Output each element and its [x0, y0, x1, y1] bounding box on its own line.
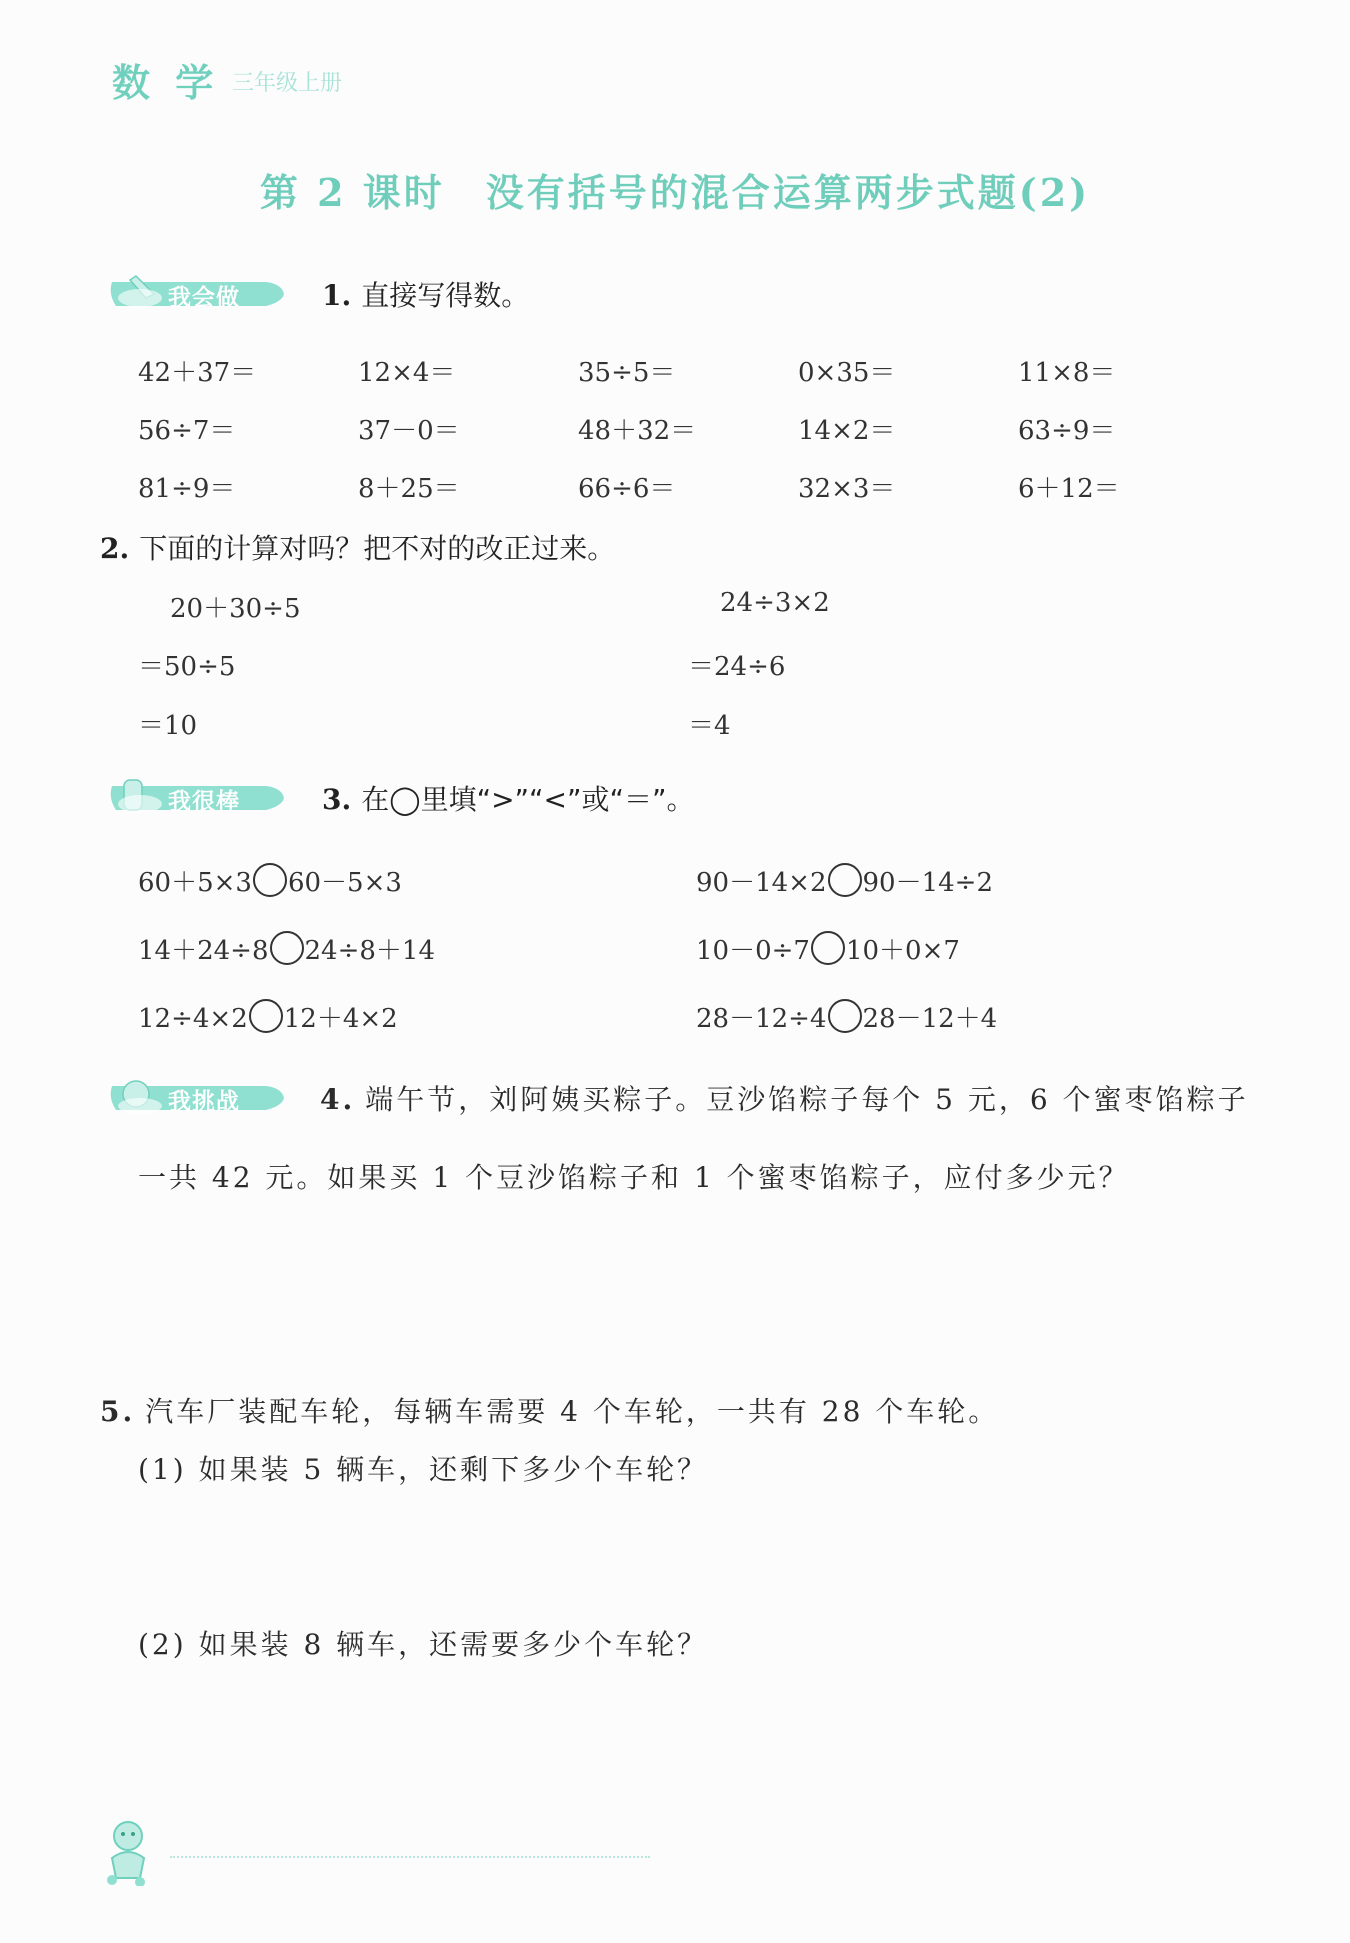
expression: 66÷6＝	[578, 474, 676, 504]
expression: 42＋37＝	[138, 358, 257, 388]
calculation-step: ＝24÷6	[688, 652, 786, 682]
grade-label: 三年级上册	[232, 71, 343, 96]
comparison-item	[138, 862, 402, 899]
left-expression: 90－14×2	[696, 868, 827, 898]
left-expression: 28－12÷4	[696, 1004, 827, 1034]
expression: 81÷9＝	[138, 474, 236, 504]
question-number: 2.	[100, 532, 130, 565]
question-number: 4.	[320, 1083, 356, 1116]
badge-can-do	[106, 272, 284, 316]
expression: 0×35＝	[798, 358, 896, 388]
calculation-step: ＝4	[688, 711, 731, 741]
expression: 6＋12＝	[1018, 474, 1120, 504]
calculation-step: ＝10	[138, 711, 198, 741]
question-5-part-2: (2) 如果装 8 辆车，还需要多少个车轮？	[138, 1628, 709, 1661]
badge-label: 我很棒	[168, 789, 240, 815]
right-expression: 90－14÷2	[862, 868, 993, 898]
question-number: 5.	[100, 1395, 136, 1428]
comparison-item	[696, 998, 997, 1035]
comparison-item	[696, 930, 960, 967]
question-1-heading	[322, 274, 529, 314]
question-text: 端午节，刘阿姨买粽子。豆沙馅粽子每个 5 元，6 个蜜枣馅粽子	[365, 1083, 1249, 1116]
question-text: 汽车厂装配车轮，每辆车需要 4 个车轮，一共有 28 个车轮。	[145, 1395, 1000, 1428]
right-expression: 10＋0×7	[845, 936, 960, 966]
question-text: 在◯里填“>”“<”或“＝”。	[361, 783, 695, 816]
question-3-heading	[322, 778, 695, 818]
left-expression: 14＋24÷8	[138, 936, 269, 966]
question-2-heading	[100, 527, 615, 567]
question-number: 3.	[322, 783, 352, 816]
question-4-line-1	[320, 1078, 1249, 1118]
expression: 56÷7＝	[138, 416, 236, 446]
right-expression: 24÷8＋14	[304, 936, 435, 966]
question-4-line-2: 一共 42 元。如果买 1 个豆沙馅粽子和 1 个蜜枣馅粽子，应付多少元？	[138, 1161, 1130, 1194]
answer-circle[interactable]	[270, 931, 304, 965]
question-number: 1.	[322, 279, 352, 312]
question-text: 直接写得数。	[361, 279, 530, 312]
comparison-item	[138, 998, 398, 1035]
expression: 8＋25＝	[358, 474, 460, 504]
comparison-item	[138, 930, 435, 967]
answer-circle[interactable]	[249, 999, 283, 1033]
answer-circle[interactable]	[811, 931, 845, 965]
calculation-step: 24÷3×2	[720, 588, 830, 618]
answer-circle[interactable]	[253, 863, 287, 897]
expression: 12×4＝	[358, 358, 456, 388]
subject-title: 数 学	[112, 61, 220, 105]
lesson-title: 第 2 课时 没有括号的混合运算两步式题(2)	[259, 170, 1091, 215]
comparison-item	[696, 862, 993, 899]
right-expression: 28－12＋4	[862, 1004, 998, 1034]
right-expression: 12＋4×2	[283, 1004, 398, 1034]
footer-divider	[170, 1856, 650, 1858]
left-expression: 60＋5×3	[138, 868, 252, 898]
answer-circle[interactable]	[828, 863, 862, 897]
badge-challenge	[106, 1076, 284, 1120]
left-expression: 10－0÷7	[696, 936, 810, 966]
calculation-step: 20＋30÷5	[170, 594, 301, 624]
expression: 14×2＝	[798, 416, 896, 446]
calculation-step: ＝50÷5	[138, 652, 236, 682]
expression: 35÷5＝	[578, 358, 676, 388]
expression: 32×3＝	[798, 474, 896, 504]
badge-label: 我会做	[168, 285, 240, 311]
expression: 63÷9＝	[1018, 416, 1116, 446]
mascot-icon	[100, 1818, 162, 1886]
question-text: 下面的计算对吗？把不对的改正过来。	[139, 532, 616, 565]
question-5-part-1: (1) 如果装 5 辆车，还剩下多少个车轮？	[138, 1453, 709, 1486]
question-5-heading	[100, 1390, 999, 1430]
expression: 37－0＝	[358, 416, 460, 446]
badge-label: 我挑战	[168, 1089, 240, 1115]
answer-circle[interactable]	[828, 999, 862, 1033]
right-expression: 60－5×3	[287, 868, 402, 898]
expression: 11×8＝	[1018, 358, 1116, 388]
badge-great	[106, 776, 284, 820]
expression: 48＋32＝	[578, 416, 697, 446]
left-expression: 12÷4×2	[138, 1004, 248, 1034]
